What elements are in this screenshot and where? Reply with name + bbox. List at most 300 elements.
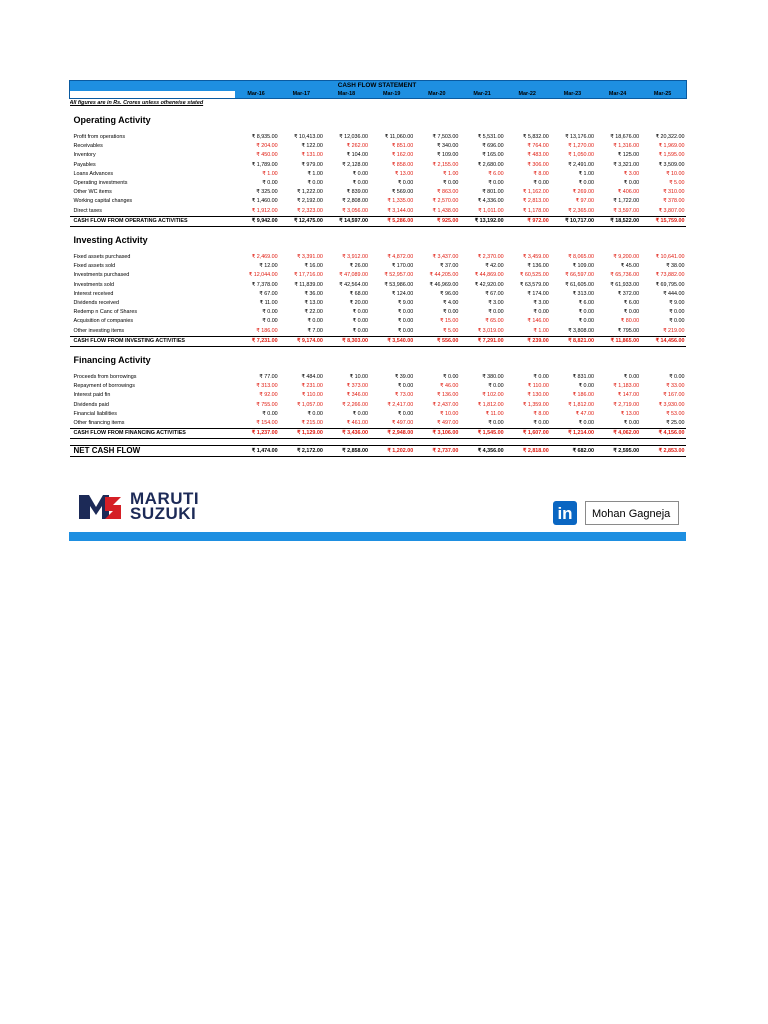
value-cell: ₹ 0.00 (352, 170, 369, 177)
row-label: Fixed assets purchased (73, 254, 131, 261)
value-cell: ₹ 764.00 (527, 143, 549, 150)
value-cell: ₹ 406.00 (617, 189, 640, 196)
value-cell: ₹ 444.00 (663, 290, 685, 297)
table-row (70, 401, 687, 410)
value-cell: ₹ 61,605.00 (565, 281, 594, 288)
table-row (70, 382, 687, 391)
value-cell: ₹ 6.00 (488, 170, 504, 177)
value-cell: ₹ 497.00 (437, 420, 459, 427)
value-cell: ₹ 497.00 (391, 420, 414, 427)
table-row (70, 262, 687, 271)
year-header: Mar-24 (596, 91, 641, 99)
value-cell: ₹ 1,237.00 (235, 429, 280, 439)
value-cell: ₹ 0.00 (397, 410, 414, 417)
value-cell: ₹ 373.00 (346, 383, 369, 390)
row-label: Other investing items (73, 327, 125, 334)
table-row (70, 419, 687, 429)
value-cell: ₹ 0.00 (533, 180, 549, 187)
value-cell: ₹ 20,322.00 (655, 134, 685, 140)
value-cell: ₹ 0.00 (352, 318, 369, 325)
value-cell: ₹ 682.00 (551, 446, 596, 457)
row-label: Other financing items (73, 420, 125, 427)
value-cell: ₹ 2,595.00 (596, 446, 641, 457)
value-cell: ₹ 45.00 (620, 263, 640, 270)
section-heading-row (70, 227, 687, 254)
value-cell: ₹ 109.00 (572, 263, 594, 270)
value-cell: ₹ 3,321.00 (613, 161, 640, 168)
value-cell: ₹ 2,491.00 (568, 161, 594, 168)
value-cell: ₹ 1,270.00 (568, 143, 594, 150)
value-cell: ₹ 1,057.00 (296, 401, 323, 408)
value-cell: ₹ 109.00 (437, 152, 459, 159)
value-cell: ₹ 556.00 (415, 336, 460, 346)
value-cell: ₹ 67.00 (485, 290, 504, 297)
value-cell: ₹ 5,832.00 (522, 134, 549, 140)
row-label: Redemp n Canc of Shares (73, 309, 138, 316)
table-row (70, 299, 687, 308)
brand-line-1: MARUTI (130, 489, 200, 508)
value-cell: ₹ 3,436.00 (325, 429, 370, 439)
section-title: Operating Activity (73, 115, 151, 125)
value-cell: ₹ 17,716.00 (293, 272, 323, 279)
spacer-row (70, 439, 687, 446)
table-row (70, 308, 687, 317)
value-cell: ₹ 2,858.00 (325, 446, 370, 457)
value-cell: ₹ 167.00 (663, 392, 685, 399)
value-cell: ₹ 2,417.00 (387, 401, 414, 408)
title-bar (70, 81, 687, 92)
value-cell: ₹ 3,144.00 (387, 207, 414, 214)
value-cell: ₹ 42.00 (485, 263, 504, 270)
value-cell: ₹ 2,266.00 (342, 401, 369, 408)
row-label: Other WC items (73, 189, 112, 196)
brand-name (130, 489, 200, 523)
table-row (70, 161, 687, 170)
value-cell: ₹ 0.00 (352, 180, 369, 187)
subtotal-row (70, 336, 687, 346)
table-row (70, 142, 687, 151)
value-cell: ₹ 11,865.00 (596, 336, 641, 346)
value-cell: ₹ 9,942.00 (235, 216, 280, 226)
subtotal-row (70, 429, 687, 439)
value-cell: ₹ 102.00 (482, 392, 504, 399)
value-cell: ₹ 1,214.00 (551, 429, 596, 439)
row-label: Acquisition of companies (73, 318, 134, 325)
value-cell: ₹ 2,570.00 (432, 198, 459, 205)
value-cell: ₹ 3,437.00 (432, 254, 459, 261)
value-cell: ₹ 3,509.00 (658, 161, 685, 168)
subtotal-row (70, 216, 687, 226)
value-cell: ₹ 4.00 (443, 300, 459, 307)
value-cell: ₹ 4,156.00 (641, 429, 686, 439)
value-cell: ₹ 204.00 (256, 143, 278, 150)
value-cell: ₹ 0.00 (262, 309, 278, 316)
value-cell: ₹ 131.00 (301, 152, 323, 159)
value-cell: ₹ 38.00 (666, 263, 685, 270)
value-cell: ₹ 3.00 (623, 170, 640, 177)
value-cell: ₹ 7,378.00 (251, 281, 278, 288)
year-header: Mar-23 (551, 91, 596, 99)
cash-flow-table (69, 80, 687, 457)
value-cell: ₹ 5,531.00 (477, 134, 504, 140)
units-note: All figures are in Rs. Crores unless otherwise stated (69, 100, 204, 106)
value-cell: ₹ 7,291.00 (460, 336, 505, 346)
row-label: CASH FLOW FROM FINANCING ACTIVITIES (70, 429, 235, 439)
value-cell: ₹ 4,062.00 (596, 429, 641, 439)
value-cell: ₹ 16.00 (304, 263, 323, 270)
value-cell: ₹ 13,192.00 (460, 216, 505, 226)
value-cell: ₹ 146.00 (527, 318, 549, 325)
value-cell: ₹ 8,065.00 (568, 254, 594, 261)
value-cell: ₹ 1,460.00 (251, 198, 278, 205)
value-cell: ₹ 136.00 (437, 392, 459, 399)
year-header: Mar-20 (415, 91, 460, 99)
value-cell: ₹ 313.00 (256, 383, 278, 390)
value-cell: ₹ 12,036.00 (339, 134, 369, 140)
value-cell: ₹ 979.00 (301, 161, 323, 168)
value-cell: ₹ 10,641.00 (655, 254, 685, 261)
table-row (70, 253, 687, 262)
value-cell: ₹ 44,869.00 (474, 272, 504, 279)
value-cell: ₹ 795.00 (617, 327, 640, 334)
value-cell: ₹ 1,474.00 (235, 446, 280, 457)
value-cell: ₹ 1,912.00 (251, 207, 278, 214)
value-cell: ₹ 3,807.00 (658, 207, 685, 214)
value-cell: ₹ 0.00 (307, 318, 323, 325)
value-cell: ₹ 1,162.00 (522, 189, 549, 196)
value-cell: ₹ 858.00 (391, 161, 414, 168)
value-cell: ₹ 36.00 (304, 290, 323, 297)
value-cell: ₹ 2,737.00 (415, 446, 460, 457)
value-cell: ₹ 0.00 (262, 318, 278, 325)
value-cell: ₹ 18,676.00 (610, 134, 640, 140)
value-cell: ₹ 1,812.00 (568, 401, 594, 408)
value-cell: ₹ 20.00 (349, 300, 369, 307)
value-cell: ₹ 3,808.00 (568, 327, 594, 334)
table-row (70, 197, 687, 206)
row-label: Investments sold (73, 281, 114, 288)
value-cell: ₹ 863.00 (437, 189, 459, 196)
value-cell: ₹ 77.00 (259, 374, 278, 381)
year-header: Mar-18 (325, 91, 370, 99)
value-cell: ₹ 306.00 (527, 161, 549, 168)
value-cell: ₹ 2,155.00 (432, 161, 459, 168)
author-name: Mohan Gagneja (585, 501, 679, 525)
value-cell: ₹ 2,370.00 (477, 254, 504, 261)
value-cell: ₹ 1,050.00 (568, 152, 594, 159)
value-cell: ₹ 3,019.00 (477, 327, 504, 334)
note-row (70, 99, 687, 108)
value-cell: ₹ 3,056.00 (342, 207, 369, 214)
value-cell: ₹ 13.00 (304, 300, 323, 307)
value-cell: ₹ 1,202.00 (370, 446, 415, 457)
value-cell: ₹ 801.00 (482, 189, 504, 196)
value-cell: ₹ 61,933.00 (610, 281, 640, 288)
row-label: Investments purchased (73, 272, 130, 279)
value-cell: ₹ 9,200.00 (613, 254, 640, 261)
value-cell: ₹ 53,986.00 (384, 281, 414, 288)
value-cell: ₹ 0.00 (669, 309, 685, 316)
value-cell: ₹ 0.00 (352, 309, 369, 316)
value-cell: ₹ 0.00 (578, 420, 594, 427)
table-row (70, 410, 687, 419)
linkedin-icon[interactable]: in (553, 501, 577, 525)
value-cell: ₹ 0.00 (397, 180, 414, 187)
value-cell: ₹ 0.00 (623, 374, 640, 381)
row-label: Interest received (73, 290, 114, 297)
value-cell: ₹ 0.00 (443, 309, 459, 316)
value-cell: ₹ 37.00 (440, 263, 459, 270)
value-cell: ₹ 313.00 (572, 290, 594, 297)
value-cell: ₹ 25.00 (666, 420, 685, 427)
value-cell: ₹ 3,459.00 (522, 254, 549, 261)
value-cell: ₹ 1,359.00 (522, 401, 549, 408)
value-cell: ₹ 5,286.00 (370, 216, 415, 226)
value-cell: ₹ 925.00 (415, 216, 460, 226)
value-cell: ₹ 1,438.00 (432, 207, 459, 214)
value-cell: ₹ 110.00 (527, 383, 549, 390)
table-row (70, 151, 687, 160)
value-cell: ₹ 3,912.00 (342, 254, 369, 261)
value-cell: ₹ 7.00 (307, 327, 323, 334)
value-cell: ₹ 1.00 (533, 327, 549, 334)
value-cell: ₹ 0.00 (307, 410, 323, 417)
value-cell: ₹ 839.00 (346, 189, 369, 196)
value-cell: ₹ 42,920.00 (474, 281, 504, 288)
value-cell: ₹ 2,172.00 (280, 446, 325, 457)
value-cell: ₹ 53.00 (666, 410, 685, 417)
value-cell: ₹ 73,882.00 (655, 272, 685, 279)
value-cell: ₹ 3.00 (533, 300, 549, 307)
value-cell: ₹ 2,813.00 (522, 198, 549, 205)
value-cell: ₹ 0.00 (397, 309, 414, 316)
value-cell: ₹ 972.00 (506, 216, 551, 226)
value-cell: ₹ 2,469.00 (251, 254, 278, 261)
value-cell: ₹ 11,060.00 (384, 134, 414, 140)
value-cell: ₹ 4,872.00 (387, 254, 414, 261)
table-row (70, 281, 687, 290)
row-label: Loans Advances (73, 170, 114, 177)
value-cell: ₹ 12.00 (259, 263, 278, 270)
value-cell: ₹ 0.00 (352, 327, 369, 334)
value-cell: ₹ 80.00 (620, 318, 640, 325)
value-cell: ₹ 8.00 (533, 170, 549, 177)
value-cell: ₹ 380.00 (482, 374, 504, 381)
value-cell: ₹ 154.00 (256, 420, 278, 427)
value-cell: ₹ 231.00 (301, 383, 323, 390)
value-cell: ₹ 22.00 (304, 309, 323, 316)
value-cell: ₹ 104.00 (346, 152, 369, 159)
value-cell: ₹ 6.00 (578, 300, 594, 307)
year-header: Mar-19 (370, 91, 415, 99)
value-cell: ₹ 0.00 (397, 383, 414, 390)
value-cell: ₹ 10.00 (440, 410, 459, 417)
value-cell: ₹ 1,722.00 (613, 198, 640, 205)
value-cell: ₹ 69,795.00 (655, 281, 685, 288)
section-heading-row (70, 107, 687, 133)
value-cell: ₹ 2,808.00 (342, 198, 369, 205)
year-header-row (70, 91, 687, 99)
value-cell: ₹ 0.00 (623, 309, 640, 316)
value-cell: ₹ 0.00 (623, 180, 640, 187)
value-cell: ₹ 484.00 (301, 374, 323, 381)
row-label: Direct taxes (73, 207, 102, 214)
value-cell: ₹ 3,597.00 (613, 207, 640, 214)
value-cell: ₹ 325.00 (256, 189, 278, 196)
value-cell: ₹ 46,969.00 (429, 281, 459, 288)
value-cell: ₹ 1,178.00 (522, 207, 549, 214)
value-cell: ₹ 44,205.00 (429, 272, 459, 279)
value-cell: ₹ 1.00 (262, 170, 278, 177)
value-cell: ₹ 0.00 (669, 318, 685, 325)
row-label: Working capital changes (73, 198, 133, 205)
value-cell: ₹ 0.00 (623, 420, 640, 427)
value-cell: ₹ 0.00 (262, 180, 278, 187)
value-cell: ₹ 0.00 (488, 309, 504, 316)
brand-line-2: SUZUKI (130, 503, 197, 523)
value-cell: ₹ 3,930.00 (658, 401, 685, 408)
value-cell: ₹ 18,522.00 (596, 216, 641, 226)
net-cash-flow-row (70, 446, 687, 457)
value-cell: ₹ 66,597.00 (565, 272, 594, 279)
value-cell: ₹ 124.00 (391, 290, 414, 297)
value-cell: ₹ 63,579.00 (519, 281, 549, 288)
value-cell: ₹ 12,475.00 (280, 216, 325, 226)
value-cell: ₹ 8,935.00 (251, 134, 278, 140)
value-cell: ₹ 0.00 (443, 374, 459, 381)
value-cell: ₹ 7,503.00 (432, 134, 459, 140)
value-cell: ₹ 11.00 (259, 300, 278, 307)
value-cell: ₹ 0.00 (307, 180, 323, 187)
value-cell: ₹ 9,174.00 (280, 336, 325, 346)
cash-flow-sheet (69, 80, 686, 457)
value-cell: ₹ 831.00 (572, 374, 594, 381)
section-heading-row (70, 347, 687, 374)
value-cell: ₹ 15,759.00 (641, 216, 686, 226)
value-cell: ₹ 52,957.00 (384, 272, 414, 279)
value-cell: ₹ 1.00 (443, 170, 459, 177)
value-cell: ₹ 97.00 (575, 198, 594, 205)
table-row (70, 391, 687, 400)
section-title: Investing Activity (73, 235, 148, 246)
row-label: Payables (73, 161, 96, 168)
table-row (70, 133, 687, 142)
value-cell: ₹ 378.00 (663, 198, 685, 205)
value-cell: ₹ 696.00 (482, 143, 504, 150)
row-label: Fixed assets sold (73, 263, 116, 270)
value-cell: ₹ 239.00 (506, 336, 551, 346)
suzuki-emblem-icon (79, 493, 123, 521)
value-cell: ₹ 0.00 (669, 374, 685, 381)
value-cell: ₹ 2,680.00 (477, 161, 504, 168)
value-cell: ₹ 12,044.00 (248, 272, 278, 279)
value-cell: ₹ 5.00 (669, 180, 685, 187)
value-cell: ₹ 14,597.00 (325, 216, 370, 226)
row-label: Interest paid fin (73, 392, 111, 399)
value-cell: ₹ 65.00 (485, 318, 504, 325)
year-header: Mar-25 (641, 91, 686, 99)
value-cell: ₹ 2,323.00 (296, 207, 323, 214)
value-cell: ₹ 165.00 (482, 152, 504, 159)
value-cell: ₹ 0.00 (262, 410, 278, 417)
value-cell: ₹ 9.00 (669, 300, 685, 307)
value-cell: ₹ 0.00 (578, 383, 594, 390)
value-cell: ₹ 122.00 (301, 143, 323, 150)
row-label: CASH FLOW FROM INVESTING ACTIVITIES (70, 336, 235, 346)
value-cell: ₹ 569.00 (391, 189, 414, 196)
value-cell: ₹ 3,106.00 (415, 429, 460, 439)
row-label: Profit from operations (73, 134, 126, 140)
value-cell: ₹ 1,183.00 (613, 383, 640, 390)
year-header: Mar-22 (506, 91, 551, 99)
row-label: NET CASH FLOW (70, 446, 235, 457)
value-cell: ₹ 33.00 (666, 383, 685, 390)
value-cell: ₹ 26.00 (349, 263, 369, 270)
statement-title: CASH FLOW STATEMENT (70, 81, 687, 92)
value-cell: ₹ 130.00 (527, 392, 549, 399)
maruti-suzuki-logo (79, 489, 239, 523)
value-cell: ₹ 1,316.00 (613, 143, 640, 150)
value-cell: ₹ 0.00 (533, 420, 549, 427)
table-row (70, 188, 687, 197)
value-cell: ₹ 1.00 (307, 170, 323, 177)
value-cell: ₹ 14,456.00 (641, 336, 686, 346)
value-cell: ₹ 4,356.00 (460, 446, 505, 457)
row-label: Inventory (73, 152, 96, 159)
value-cell: ₹ 96.00 (440, 290, 459, 297)
value-cell: ₹ 46.00 (440, 383, 459, 390)
value-cell: ₹ 1,595.00 (658, 152, 685, 159)
value-cell: ₹ 13,176.00 (565, 134, 594, 140)
value-cell: ₹ 0.00 (352, 410, 369, 417)
row-label: Dividends received (73, 300, 120, 307)
value-cell: ₹ 13.00 (394, 170, 414, 177)
row-label: Operating investments (73, 180, 128, 187)
value-cell: ₹ 10.00 (666, 170, 685, 177)
value-cell: ₹ 3.00 (488, 300, 504, 307)
value-cell: ₹ 1,335.00 (387, 198, 414, 205)
year-header: Mar-21 (460, 91, 505, 99)
value-cell: ₹ 461.00 (346, 420, 369, 427)
value-cell: ₹ 2,365.00 (568, 207, 594, 214)
value-cell: ₹ 1,011.00 (478, 207, 504, 214)
value-cell: ₹ 42,564.00 (339, 281, 369, 288)
value-cell: ₹ 3,540.00 (370, 336, 415, 346)
value-cell: ₹ 68.00 (349, 290, 369, 297)
value-cell: ₹ 11,839.00 (294, 281, 323, 288)
value-cell: ₹ 92.00 (259, 392, 278, 399)
value-cell: ₹ 340.00 (437, 143, 459, 150)
table-row (70, 271, 687, 280)
table-row (70, 290, 687, 299)
value-cell: ₹ 1,129.00 (280, 429, 325, 439)
table-row (70, 317, 687, 326)
value-cell: ₹ 7,231.00 (235, 336, 280, 346)
value-cell: ₹ 0.00 (488, 180, 504, 187)
value-cell: ₹ 10.00 (349, 374, 369, 381)
value-cell: ₹ 9.00 (397, 300, 414, 307)
row-label: Dividends paid (73, 401, 109, 408)
value-cell: ₹ 110.00 (301, 392, 323, 399)
value-cell: ₹ 1.00 (578, 170, 594, 177)
value-cell: ₹ 6.00 (623, 300, 640, 307)
value-cell: ₹ 136.00 (527, 263, 549, 270)
value-cell: ₹ 2,192.00 (296, 198, 323, 205)
value-cell: ₹ 162.00 (391, 152, 414, 159)
value-cell: ₹ 346.00 (346, 392, 369, 399)
value-cell: ₹ 10,413.00 (293, 134, 323, 140)
value-cell: ₹ 215.00 (301, 420, 323, 427)
